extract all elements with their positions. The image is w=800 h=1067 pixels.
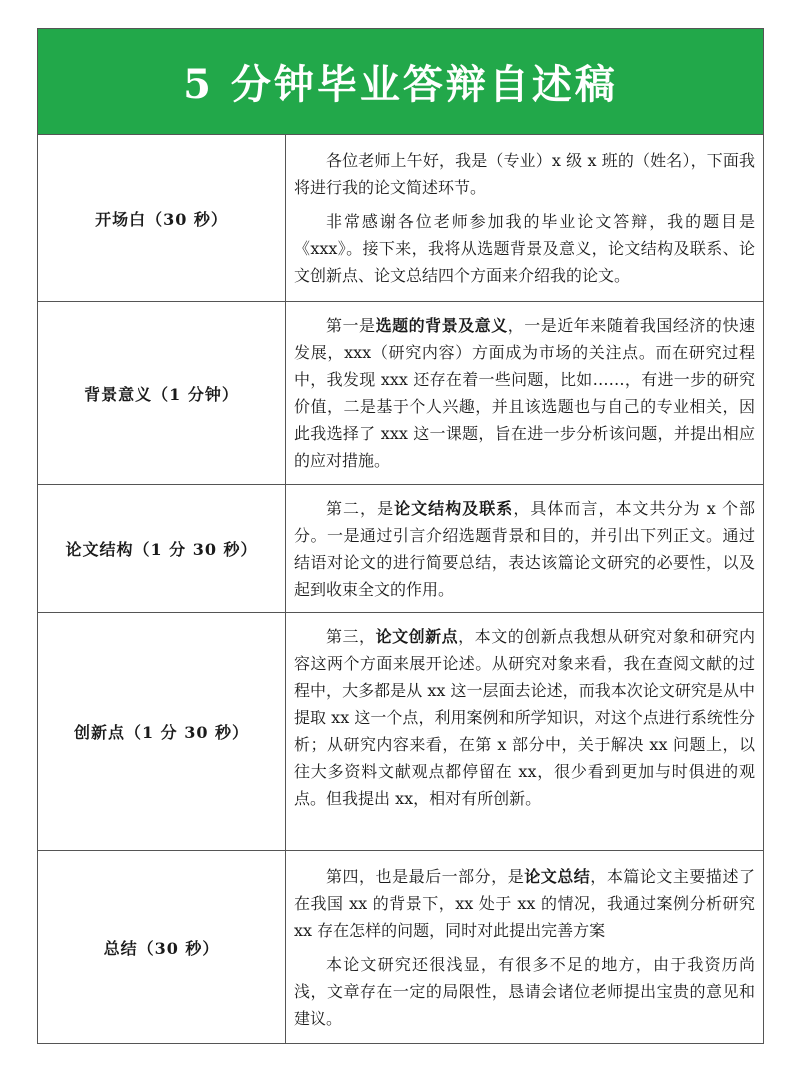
bold-keyword: 论文结构及联系 — [394, 499, 514, 518]
section-content — [286, 485, 763, 612]
page-title: 5 分钟毕业答辩自述稿 — [183, 61, 618, 108]
section-label: 创新点（1 分 30 秒） — [38, 613, 286, 850]
paragraph: 第二，是论文结构及联系，具体而言，本文共分为 x 个部分。一是通过引言介绍选题背景和目的，并引出下列正文。通过结语对论文的进行简要总结，表达该篇论文研究的必要性，以及起到收束全文的作用。 — [294, 499, 755, 599]
section-label: 总结（30 秒） — [38, 851, 286, 1043]
table-row-opening — [38, 135, 763, 302]
bold-keyword: 论文总结 — [524, 867, 591, 886]
section-content — [286, 302, 763, 484]
title-banner — [38, 29, 763, 135]
paragraph: 第四，也是最后一部分，是论文总结，本篇论文主要描述了在我国 xx 的背景下，xx 处于 xx 的情况，我通过案例分析研究 xx 存在怎样的问题，同时对此提出完善方案 — [294, 867, 755, 940]
table-row-structure — [38, 485, 763, 613]
paragraph: 第一是选题的背景及意义，一是近年来随着我国经济的快速发展，xxx（研究内容）方面成为市场的关注点。而在研究过程中，我发现 xxx 还存在着一些问题，比如……，有进一步的研究价值，二是基于个人兴趣，并且该选题也与自己的专业相关，因此我选择了 xxx 这一课题，旨在进一步分析该问题，并提出相应的应对措施。 — [294, 316, 755, 470]
section-label: 论文结构（1 分 30 秒） — [38, 485, 286, 612]
paragraph: 各位老师上午好，我是（专业）x 级 x 班的（姓名），下面我将进行我的论文简述环节。 — [294, 151, 755, 197]
bold-keyword: 选题的背景及意义 — [375, 316, 508, 335]
section-label: 开场白（30 秒） — [38, 135, 286, 301]
paragraph: 第三，论文创新点，本文的创新点我想从研究对象和研究内容这两个方面来展开论述。从研究对象来看，我在查阅文献的过程中，大多都是从 xx 这一层面去论述，而我本次论文研究是从中提取 xx 这一个点，利用案例和所学知识，对这个点进行系统性分析；从研究内容来看，在第 x 部分中，关于解决 xx 问题上，以往大多资料文献观点都停留在 xx，很少看到更加与时俱进的观点。但我提出 xx，相对有所创新。 — [294, 627, 755, 808]
table-row-background — [38, 302, 763, 485]
section-content — [286, 135, 763, 301]
bold-keyword: 论文创新点 — [375, 627, 459, 646]
section-label: 背景意义（1 分钟） — [38, 302, 286, 484]
section-content — [286, 851, 763, 1043]
paragraph: 非常感谢各位老师参加我的毕业论文答辩，我的题目是《xxx》。接下来，我将从选题背景及意义，论文结构及联系、论文创新点、论文总结四个方面来介绍我的论文。 — [294, 212, 755, 285]
table-row-innovation — [38, 613, 763, 851]
speech-table — [37, 28, 764, 1044]
section-content — [286, 613, 763, 850]
table-row-summary — [38, 851, 763, 1043]
paragraph: 本论文研究还很浅显，有很多不足的地方，由于我资历尚浅，文章存在一定的局限性，恳请会诸位老师提出宝贵的意见和建议。 — [294, 955, 755, 1028]
